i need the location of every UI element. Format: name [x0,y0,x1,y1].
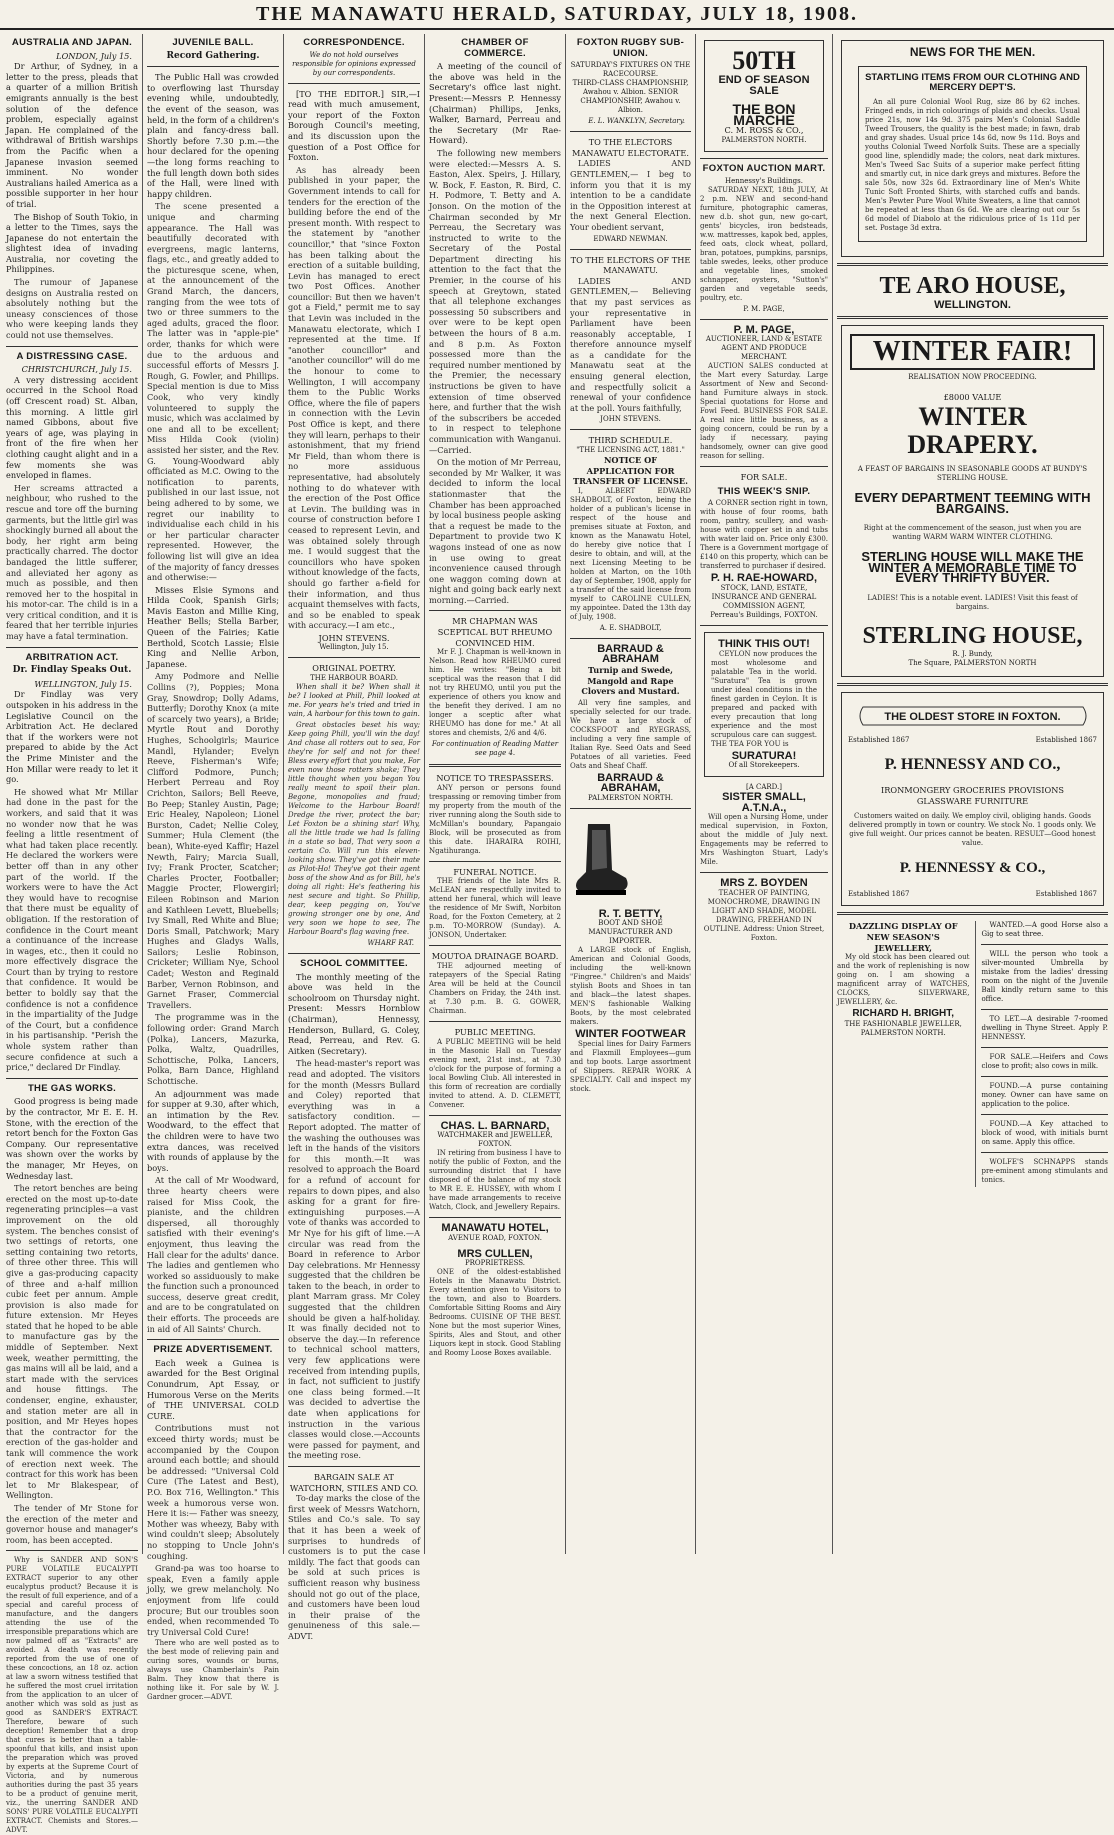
store-name: STERLING HOUSE, [862,622,1083,649]
advertisement-title: BARRAUD & ABRAHAM, [597,771,664,795]
article-text: As has already been published in your paper, the Government intends to call for tenders for the erection of the building before the end of the present month. With respect to the statement by "another councillor," that "since Foxton has been talking about the erection of a suitable building, Levin has managed to erect two Post Offices. Another councillor: But then we haven't got a Field," permit me to say that Levin was included in the Manawatu electorate, which I represented at the time. If "another councillor" and "another councillor" will do me the honour to come to Wellington, I will accompany them to the Public Works Office, where the file of papers in connection with the Levin Post Office is kept, and there they will learn, perhaps to their astonishment, that my friend Mr Field, than whom there is no more assiduous representative, had absolutely nothing to do whatever with the erection of the Post Office at Levin. The building was in course of construction before I ceased to represent Levin, and was obtained solely through me. I would suggest that the councillors who have spoken without knowledge of the facts, should go farther a-field for their information, and thus acquaint themselves with facts, and so be enabled to speak with accuracy.—I am etc., [288,164,420,631]
advertisement-subtitle: WELLINGTON. [934,298,1011,311]
notice-title: NOTICE OF APPLICATION FOR TRANSFER OF LICENSE. [573,455,688,487]
advertisement-title: FOXTON AUCTION MART. [702,162,826,174]
suratura-advertisement [704,632,824,777]
signature: P. M. PAGE, [743,304,785,313]
boot-illustration [570,820,630,900]
signature: EDWARD NEWMAN. [593,234,668,243]
divider [288,1466,420,1467]
advertisement-title: WINTER FAIR! [850,334,1095,370]
article-text: The tender of Mr Stone for the erection of the meter and governor house and manager's room, has been accepted. [6,1502,138,1545]
advertisement-title: NEWS FOR THE MEN. [909,45,1036,59]
divider [981,1076,1108,1077]
divider [570,808,691,809]
article-text: A meeting of the council of the above was held in the Secretary's office last night. Present:—Messrs P. Hennessy (Chairman) Phillips, Jenks, Walker, Barnard, Perreau and the Secretary (Mr Rae-Howard). [429,61,561,146]
classified-ad: FOUND.—A purse containing money. Owner can have same on application to the police. [981,1082,1108,1109]
notice-text: LADIES AND GENTLEMEN,— Believing that my past services as your representative in Parliament have been reasonably acceptable, I therefore announce myself as a candidate for the Manawatu seat at the ensuing general election, and respectfully solicit a renewal of your confidence at the poll. Yours faithfully, [570,275,691,413]
advertisement-subtitle: WATCHMAKER and JEWELLER, FOXTON. [437,1131,553,1149]
store-name: THE BON MARCHE [732,101,796,128]
divider [6,346,138,347]
divider [429,1115,561,1116]
article-text: Dr Findlay was very outspoken in his address in the Legislative Council on the Arbitration Act. He declared that if the workers were not prepared to abide by the Act the Prime Minister and the Hon Millar were ready to let it go. [6,689,138,785]
article-text: At the call of Mr Woodward, three hearty cheers were raised for Miss Cook, the pianiste, and the children dispersed, all thoroughly satisfied with their evening's enjoyment, thus leaving the Hall clear for the adults' dance. The ladies and gentlemen who worked so assiduously to make the function such a pronounced success, deserve great credit, and are to be congratulated on their efforts. The proceeds are in aid of All Saints' Church. [147,1175,279,1334]
signature: A. E. SHADBOLT, [599,623,662,632]
headline-prize-advertisement: PRIZE ADVERTISEMENT. [153,1344,273,1356]
divider [981,1114,1108,1115]
advertisement-text: LADIES! This is a notable event. LADIES! Visit this feast of bargains. [867,593,1078,611]
article-text: The scene presented a unique and charming appearance. The Hall was beautifully decorated with evergreens, magic lanterns, flags, etc., and greatly added to the picturesque scene, when, at the announcement of the Grand March, the dancers, ranging from the wee tots of two or three summers to the aged adults, graced the floor. The latter was in "apple-pie" order, thanks for which were due to the arduous and successful efforts of Messrs J. Rough, G. Fowler, and Phillips. Special mention is due to Miss Cook, who very kindly volunteered to supply the music, which was acclaimed by one and all to be excellent; Miss Hilda Cook (violin) assisted her sister, and the Rev. G. Young-Woodward ably officiated as M.C. Owing to the notification to parents, published in our last issue, not being adhered to by some, we regret our inability to individualise each child in his or her particular character represented. However, the following list will give an idea of the majority of fancy dresses and otherwise:— [147,201,279,583]
store-location: PALMERSTON NORTH. [721,135,807,144]
dateline: LONDON, July 15. [56,50,132,61]
divider [570,429,691,430]
jeweller-advertisement [837,921,969,1187]
divider [6,1550,138,1551]
notice-text: THE adjourned meeting of ratepayers of the Special Rating Area will be held at the Council Chambers on Friday, the 24th inst. at 7.30 p.m. B. G. GOWER, Chairman. [429,962,561,1016]
advertisement-title: THINK THIS OUT! [718,637,810,650]
store-owner: R. J. Bundy, [952,649,993,658]
article-text: [TO THE EDITOR.] SIR,—I read with much amusement, your report of the Foxton Borough Council's meeting, and its discussion upon the question of a Post Office for Foxton. [288,88,420,163]
article-text: The Bishop of South Tokio, in a letter to the Times, says the Japanese do not entertain the slightest idea of invading Australia, nor coveting the Philippines. [6,211,138,275]
headline-school-committee: SCHOOL COMMITTEE. [300,958,408,970]
advertisement-title: TE ARO HOUSE, [879,272,1066,299]
advertisement-text: Customers waited on daily. We employ civil, obliging hands. Goods delivered promptly in town or country. We stock No. 1 goods only. We give full weight. Our prices cannot be beaten. RESULT—Good honest value. [849,812,1096,848]
divider [700,319,828,320]
column-2 [142,34,283,1702]
advertisement-title: WINTER FOOTWEAR [575,1028,686,1041]
classified-ad: FOR SALE.—Heifers and Cows close to profit; also cows in milk. [981,1053,1108,1071]
advertisement-address: Perreau's Buildings, FOXTON. [710,610,818,619]
hennessy-advertisement [841,692,1104,906]
dateline: WELLINGTON, July 15. [34,678,132,689]
sale-number: 50TH [732,46,796,75]
divider [700,466,828,467]
established-line [848,736,1097,745]
divider [147,1339,279,1340]
advertisement-text: ONE of the oldest-established Hotels in the Manawatu District. Every attention given to Visitors to the town, and also to Boarders. Comfortable Sitting Rooms and Airy Bedrooms. CUISINE OF THE BEST. None but the most superior Wines, Spirits, Ales and Stout, and other Liquors kept in stock. Good Stabling and Roomy Loose Boxes available. [429,1268,561,1358]
column-7 [832,34,1112,1554]
divider [288,953,420,954]
classified-ad: WANTED.—A good Horse also a Gig to seat three. [981,921,1108,939]
advertisement-headline: STERLING HOUSE WILL MAKE THE WINTER A MEMORABLE TIME TO EVERY THRIFTY BUYER. [861,549,1084,586]
notice-subtitle: "THE LICENSING ACT, 1881." [576,446,685,455]
column-1 [2,34,142,1835]
poem-title: THE HARBOUR BOARD. [310,674,398,683]
advertisement-subtitle: REALISATION NOW PROCEEDING. [908,373,1037,382]
advertisement-title: MANAWATU HOTEL, [441,1222,549,1235]
dateline: Wellington, July 15. [319,643,389,652]
divider [570,638,691,639]
divider [981,1009,1108,1010]
notice-title: MOUTOA DRAINAGE BOARD. [431,951,559,962]
advertisement-title: P. M. PAGE, [733,323,795,336]
jeweller-subtitle: THE FASHIONABLE JEWELLER, [844,1019,962,1028]
advertisement-subtitle: AVENUE ROAD, FOXTON. [448,1233,542,1242]
advertisement-subtitle: STARTLING ITEMS FROM OUR CLOTHING AND MERCERY DEPT'S. [865,71,1080,94]
article-text: The retort benches are being erected on the most up-to-date regenerating principles—a vast improvement on the old system. The benches consist of two settings of retorts, one setting containing two retorts, of three other three. This will give a gas-producing capacity of three and a-half million cubic feet per annum. Ample provision is also made for future extension. Mr Heyes stated that he hoped to be able to manufacture gas by the middle of September. Next week, weather permitting, the gas mains will all be laid, and a start made with the services and house fittings. The condenser, engine, exhauster, and station meter are all in position, and Mr Heyes hopes that the contractor for the erection of the gas-holder and tank will commence the work of erection next week. The contract for this work has been let to Mr Blakespear, of Wellington. [6,1183,138,1501]
tea-brand: SURATURA! [731,749,797,762]
headline-arbitration-act: ARBITRATION ACT. [25,651,119,663]
article-text: Good progress is being made by the contractor, Mr E. E. H. Stone, with the erection of the retort bench for the Foxton Gas Company. Our representative was shown over the works by the manager, Mr Heyes, on Wednesday last. [6,1096,138,1181]
advertisement-text: All very fine samples, and specially selected for our trade. We have a large stock of COCKSFOOT and RYEGRASS, including a very fine sample of Italian Rye. Seed Oats and Seed Potatoes of all varieties. Feed Oats and Sheaf Chaff. [570,698,691,770]
advertisement-text: Mr F. J. Chapman is well-known in Nelson. Read how RHEUMO cured him. He writes: "Being a bit sceptical was the reason that I did not try RHEUMO, until you put the experience of others you know and the benefit they derived. I am no longer a sceptic after what RHEUMO has done for me." At all stores and chemists, 2/6 and 4/6. [429,648,561,738]
established-text: Established 1867 [1035,890,1097,899]
subheadline: Record Gathering. [166,50,260,61]
notice-title: TO THE ELECTORS MANAWATU ELECTORATE. [572,137,689,158]
divider [837,912,1108,915]
advertisement-title: CHAS. L. BARNARD, [440,1119,550,1132]
advertisement-title: BARRAUD & ABRAHAM [597,642,664,666]
jeweller-name: RICHARD H. BRIGHT, [852,1008,955,1020]
advertisement-subtitle: PALMERSTON NORTH. [588,793,673,802]
advertisement-text: A CORNER section right in town, with house of four rooms, bath room, pantry, scullery, and wash-house with copper set in and tubs with water laid on. Price only £300. There is a Government mortgage of £140 on this property, which can be transferred to purchaser if desired. [700,499,828,571]
article-text: A very distressing accident occurred in the School Road (off Crescent road) St. Alban, this morning. A little girl named Gibbons, about five years of age, was playing in front of the fire when her clothing caught alight and in a few moments she was enveloped in flames. [6,374,138,481]
advertisement-text: TEACHER OF PAINTING, MONOCHROME, DRAWING IN LIGHT AND SHADE, MODEL DRAWING, FREEHAND IN OUTLINE. Address: Union Street, Foxton. [703,888,825,942]
store-name: P. HENNESSY AND CO., [884,756,1061,774]
sterling-house-advertisement [841,325,1104,677]
advertisement-headline: MR CHAPMAN WAS SCEPTICAL BUT RHEUMO CONVINCED HIM. [437,616,553,648]
subheadline: Dr. Findlay Speaks Out. [12,665,132,676]
article-text: He showed what Mr Millar had done in the past for the workers, and said that it was no wonder now that he was feeling a little resentment of what had taken place recently. He declared the workers were better off than in any other part of the world. If the workers were to have the Act they would have to recognise that there must be equality of obligation. If the restoration of confidence in the Court meant a continuance of the increase in wages, etc., then it could no more effectively disgrace the Court than by trying to restore that confidence. It would be better to boldly say that the confidence is not a confidence in the impartiality of the Judge of the Court, but a confidence in his partisanship. "Perish the whole system rather than secure confidence at such a price," declared Dr Findlay. [6,786,138,1073]
advertisement-text: A LARGE stock of English, American and Colonial Goods, including the well-known "Fingree." Children's and Maids' stylish Boots and Shoes in tan and black—the latest shapes. MEN'S fashionable Walking Boots, by the most celebrated makers. [570,946,691,1027]
advertisement-text: Why is SANDER AND SON'S PURE VOLATILE EUCALYPTI EXTRACT superior to any other eucalyptus product? Because it is the result of full experience, and of a special and careful process of manufacture, and the dangers attending the use of the irresponsible preparations which are now palmed off as "Extracts" are avoided. A death was recently reported from the use of one of these concoctions, an 18 oz. action at law a sworn witness testified that he suffered the most cruel irritation from the application to an ulcer of another which was sold as just as good as SANDER'S EXTRACT. Therefore, beware of such deception! Remember that a drop that cures is better than a table-spoonful that kills, and insist upon the preparation which was proved by experts at the Supreme Court of Victoria, and by numerous authorities during the past 35 years to be a product of genuine merit, viz., the unerring SANDER AND SONS' PURE VOLATILE EUCALYPTI EXTRACT. Chemists and Stores.—ADVT. [6,1556,138,1835]
masthead [0,0,1114,30]
advertisement-subtitle: SATURDAY'S FIXTURES ON THE RACECOURSE. [570,61,691,79]
advertisement-headline: EVERY DEPARTMENT TEEMING WITH BARGAINS. [854,489,1091,516]
article-text: The programme was in the following order: Grand March (Polka), Lancers, Mazurka, Polka, Waltz, Quadrilles, Schottische, Polka, Lancers, Polka, Barn Dance, Highland Schottische. [147,1012,279,1086]
headline-australia-japan: AUSTRALIA AND JAPAN. [11,37,133,48]
advertisement-text: There who are well posted as to the best mode of relieving pain and curing sores, wounds or burns, always use Chamberlain's Pain Balm. They know that there is nothing like it. For sale by W. J. Gardner grocer.—ADVT. [147,1639,279,1702]
departments: IRONMONGERY GROCERIES PROVISIONS GLASSWARE FURNITURE [881,785,1064,806]
advertisement-text: AUCTION SALES conducted at the Mart every Saturday. Large Assortment of New and Second-hand Furniture always in stock. Special quotations for Horse and Fowl Feed. BUSINESS FOR SALE. A real nice little business, as a going concern, could be run by a lady if necessary, paying handsomely, owner can give good reason for selling. [700,362,828,461]
signature: E. L. WANKLYN, Secretary. [588,117,685,126]
article-text: An adjournment was made for supper at 9.30, after which, an intimation by the Rev. Woodward, to the effect that the children were to have two extra dances, was received with rounds of applause by the boys. [147,1088,279,1173]
continuation-note: For continuation of Reading Matter see page 4. [431,740,559,758]
notice-text: A PUBLIC MEETING will be held in the Masonic Hall on Tuesday evening next, 21st inst., at 7.30 o'clock for the purpose of forming a local Bowling Club. All interested in this form of recreation are cordially invited to attend. A. D. CLEMETT, Convener. [429,1037,561,1109]
classified-ad: TO LET.—A desirable 7-roomed dwelling in Thyne Street. Apply P. HENNESSY. [981,1015,1108,1042]
divider [981,1047,1108,1048]
te-aro-advertisement [841,40,1104,257]
divider [700,158,828,159]
newspaper-title: THE MANAWATU HERALD, SATURDAY, JULY 18, 1908. [256,3,858,25]
column-6 [695,34,832,1554]
store-name: P. HENNESSY & CO., [899,860,1046,877]
divider [837,316,1108,319]
notice-title: NOTICE TO TRESPASSERS. [436,773,554,784]
advertisement-text: To-day marks the close of the first week of Messrs Watchorn, Stiles and Co.'s sale. To say that it has been a week of surprises to hundreds of customers is to put the case mildly. The fact that goods can be sold at such prices is sufficient reason why business should not go out of the place, and customers have been loud in their praise of the genuineness of this sale.—ADVT. [288,1493,420,1641]
advertisement-text: IN retiring from business I have to notify the public of Foxton, and the surrounding district that I have disposed of the balance of my stock to MR E. E. HUSSEY, with whom I have made arrangements to receive Watch, Clock, and Jewellery Repairs. [429,1149,561,1212]
headline-gas-works: THE GAS WORKS. [27,1082,117,1094]
notice-text: LADIES AND GENTLEMEN,— I beg to inform you that it is my intention to be a candidate in the Opposition interest at the next General Election. Your obedient servant, [570,158,691,232]
divider [288,83,420,84]
dateline: CHRISTCHURCH, July 15. [21,364,132,375]
advertisement-subtitle: PROPRIETRESS. [464,1259,526,1268]
divider [429,1021,561,1022]
divider [837,683,1108,686]
established-text: Established 1867 [1035,736,1097,745]
notice-title: FUNERAL NOTICE. [453,866,537,877]
established-text: Established 1867 [848,736,910,745]
column-5 [565,34,695,1554]
classifieds [975,921,1108,1187]
poem-text: Great obstacles beset his way; Keep going Phill, you'll win the day! And chase all rotters out to sea, For they're for self and not for thee! Bless every effort that you make, For even now those rotters shake; They little thought when you began You really meant to spoil their plan. Begone, monopolies and fraud; Welcome to the Harbour Board! Dredge the river, protect the bar; Let Foxton be a shining star! Why, all the little trade we had Is falling in a state so bad, That very soon a certain Co. Will run this eleven-looking show. They've got their mate as Pilot-Ho! They've got their agent boss of the show And as for Bill, he's doing all right: He's feathering his nest secure and tight. So Phillip, dear, keep pegging on, You've growing stronger one by one, And very soon we hope to see, The Harbour Board's flag waving free. [288,721,420,937]
notice-text: THE friends of the late Mrs R. McLEAN are respectfully invited to attend her funeral, which will leave the residence of Mr Swift, Norbiton Road, for the Foxton Cemetery, at 2 p.m. TO-MORROW (Sunday). A. JONSON, Undertaker. [429,877,561,940]
article-text: Each week a Guinea is awarded for the Best Original Conundrum, Apt Essay, or Humorous Verse on the Merits of THE UNIVERSAL COLD CURE. [147,1357,279,1421]
classified-ad: WILL the person who took a silver-mounted Umbrella by mistake from the ladies' dressing room on the night of the Juvenile Ball kindly return same to this office. [981,950,1108,1004]
section-title: ORIGINAL POETRY. [312,663,396,674]
signature: JOHN STEVENS. [600,415,661,424]
advertisement-headline: WINTER DRAPERY. [907,401,1038,459]
advertisement-text: Right at the commencement of the season, just when you are wanting WARM WARM WINTER CLOTHING. [863,524,1082,542]
advertisement-title: THIS WEEK'S SNIP. [717,485,811,497]
divider [700,625,828,626]
advertisement-text: My old stock has been cleared out and the work of replenishing is now going on. I am showing a magnificent array of WATCHES, CLOCKS, SILVERWARE, JEWELLERY, &c. [837,953,970,1007]
advertisement-text: Of all Storekeepers. [728,761,800,770]
divider [429,764,561,767]
notice-title: TO THE ELECTORS OF THE MANAWATU. [570,254,691,276]
divider [147,66,279,67]
card-label: [A CARD.] [745,783,782,792]
advertisement-title: DAZZLING DISPLAY OF NEW SEASON'S JEWELLERY, [848,921,958,953]
column-3 [283,34,424,1641]
article-text: Dr Arthur, of Sydney, in a letter to the press, pleads that a quarter of a million British emigrants annually is the best solution of the defence problem, especially against Japan. He complained of the withdrawal of British warships from the Pacific when a Japanese invasion seemed imminent. No wonder Australians hailed America as a possible supporter in her hour of trial. [6,61,138,209]
signature: JOHN STEVENS. [318,632,390,643]
editorial-note: We do not hold ourselves responsible for opinions expressed by our correspondents. [292,50,416,77]
article-text: The monthly meeting of the above was held in the schoolroom on Thursday night. Present: Messrs Hornblow (Chairman), Hennessy, Henderson, Bullard, G. Coley, Read, Perreau, and Rev. G. Aitken (Secretary). [288,971,420,1056]
article-text: The following new members were elected:—Messrs A. S. Easton, Alex. Speirs, J. Hillary, W. Bock, F. Easton, R. Bird, C. H. Podmore, T. Betty and A. Jonson. On the motion of the Chairman seconded by Mr Perreau, the Secretary was instructed to write to the Secretary of the Postal Department directing his attention to the fact that the Premier, in the course of his speech at Greytown, stated that all telephone exchanges possessing 50 subscribers and over were to be kept open between the hours of 8 a.m. and 8 p.m. As Foxton possessed more than the required number mentioned by the Premier, the necessary instructions be given to have extension of time observed here, and further that the wish of the subscribers be acceded to in respect to telephone communication with Wanganui.—Carried. [429,147,561,455]
notice-text: I, ALBERT EDWARD SHADBOLT, of Foxton, being the holder of a publican's license in respect of the house and premises situate at Foxton, and known as the Manawatu Hotel, do hereby give notice that I desire to obtain, and will, at the next Licensing Meeting to be holden at Marton, on the 10th day of September, 1908, apply for a transfer of the said license from myself to CAROLINE CULLEN, my appointee. Dated the 13th day of July, 1908. [570,486,691,621]
article-text: Grand-pa was too hoarse to speak, Even a family apple jolly, we grew melancholy. No enjoyment from life could procure; But our troubles soon ended, when recommended To try Universal Cold Cure! [147,1563,279,1637]
divider [981,1152,1108,1153]
advertisement-title: BARGAIN SALE AT WATCHORN, STILES AND CO. [289,1471,419,1493]
column-4 [424,34,565,1554]
divider [837,263,1108,266]
advertisement-title: P. H. RAE-HOWARD, [710,572,818,585]
headline-juvenile-ball: JUVENILE BALL. [172,37,254,48]
advertisement-text: Special lines for Dairy Farmers and Flaxmill Employees—gum and top boots. Large assortment of Slippers. REPAIR WORK A SPECIALTY. Call and inspect my stock. [570,1039,691,1093]
divider [570,249,691,250]
section-title: FOR SALE. [740,472,788,483]
advertisement-text: CEYLON now produces the most wholesome and palatable Tea in the world. "Suratura" Tea is grown under ideal conditions in the finest garden in Ceylon. It is prepared and packed with every precaution that long experience and the most scrupulous care can suggest. THE TEA FOR YOU is [711,649,817,748]
advertisement-title: R. T. BETTY, [598,907,663,920]
article-text: Misses Elsie Symons and Hilda Cook, Spanish Girls; Mavis Easton and Millie King, Heather Bells; Stella Barber, Queen of the Fairies; Katie Berthold, Scotch Lassie; Elsie King and Nellie Arbon, Japanese. [147,584,279,669]
article-text: Her screams attracted a neighbour, who rushed to the rescue and tore off the burning garments, but the little girl was shockingly burned all about the body, her right arm being practically charred. The doctor bandaged the little sufferer, and alleviated her agony as much as possible, and then removed her to the hospital in his motor-car. The child is in a very critical condition, and it is feared that her terrible injuries may have a fatal termination. [6,482,139,642]
article-text: The head-master's report was read and adopted. The visitors for the month (Messrs Bullard and Coley) reported that everything was in a satisfactory condition. — Report adopted. The matter of the washing the outhouses was left in the hands of the visitors for this month.—It was resolved to approach the Board for a refund of account for repairs to down pipes, and also asking for a grant for fire-extinguishing purposes.—A vote of thanks was accorded to Mr Nye for his gift of lime.—A circular was read from the Board in reference to Arbor Day celebrations. Mr Hennessy suggested that the children be taken to the beach, in order to plant Marram grass. Mr Coley suggested that the children should be given a half-holiday. It was finally decided not to observe the day.—In reference to technical school matters, very few applications were received from intending pupils, in fact, not sufficient to justify one class being formed.—It was decided to advertise the date when applications for instruction in the various classes would close.—Accounts were passed for payment, and the meeting rose. [288,1058,420,1461]
store-owner: C. M. ROSS & CO., [724,125,804,136]
classified-ad: FOUND.—A Key attached to block of wood, with initials burnt on same. Apply this office. [981,1120,1108,1147]
advertisement-text: Turnip and Swede, Mangold and Rape Clovers and Mustard. [581,665,680,697]
article-text: The Public Hall was crowded to overflowing last Thursday evening while, undoubtedly, the event of the season, was held, in the form of a children's plain and fancy-dress ball. Shortly before 7.30 p.m.—the hour declared for the opening—the long forms reaching to the full length down both sides of the Hall, were lined with happy children. [147,72,279,199]
divider [981,944,1108,945]
poem-author: WHARF RAT. [367,939,414,948]
notice-title: PUBLIC MEETING. [454,1027,536,1038]
clothing-box [858,66,1087,242]
divider [429,1217,561,1218]
advertisement-text: A FEAST OF BARGAINS IN SEASONABLE GOODS AT BUNDY'S STERLING HOUSE. [857,464,1088,482]
store-address: The Square, PALMERSTON NORTH [908,658,1037,667]
divider [6,1078,138,1079]
advertisement-title: END OF SEASON SALE [718,74,810,97]
advertisement-title: MRS CULLEN, [457,1247,533,1260]
advertisement-title: SISTER SMALL, A.T.N.A., [722,791,806,814]
advertisement-title: THE OLDEST STORE IN FOXTON. [884,710,1061,723]
divider [6,647,138,648]
advertisement-subtitle: Hennessy's Buildings. [725,176,803,185]
advertisement-text: An all pure Colonial Wool Rug, size 86 by 62 inches. Fringed ends, in rich colourings of plaids and checks. Usual price 21s, now 14s 9d. 375 pairs Men's Colonial Saddle Tweed Trousers, the quality is the best made; in fawn, drab and gray shades. Usual price 14s 6d, now 9s 11d. Boys and youths Colonial Tweed Norfolk Suits. These are a specially good line, splendidly made; the colors, neat dark mixtures. Men's Tweed Sac Suits of a superior make perfect fitting and smartly cut, in nice dark greys and mixtures. Before the sale 50s, now 32s 6d. Extraordinary line of Men's White Tunic Soft Fronted Shirts, with starched cuffs and bands. Men's Pewter Pure Wool White Sweaters, a line that cannot be repeated at less than 6s 6d. We are clearing out our 5s 6d model of Diabolo at the ridiculous price of 1s 11d per set. Postage 3d extra. [865,97,1080,232]
divider [429,861,561,862]
established-text: Established 1867 [848,890,910,899]
classified-ad: WOLFE'S SCHNAPPS stands pre-eminent among stimulants and tonics. [981,1158,1108,1185]
advertisement-title: FOXTON RUGBY SUB-UNION. [576,37,685,59]
article-text: The rumour of Japanese designs on Australia rested on absolutely nothing but the uneasy consciences of those who were keeping lands they could not use themselves. [6,277,138,341]
established-line [848,890,1097,899]
divider [570,131,691,132]
article-text: Contributions must not exceed thirty words; must be accompanied by the Coupon around each bottle; and should be addressed: "Universal Cold Cure (The Latest and Best), P.O. Box 716, Wellington." This week a humorous verse won. Here it is:— Father was sneezy, Mother was wheezy, Baby with wind couldn't sleep; Absolutely no stopping to Uncle John's coughing. [147,1423,279,1561]
notice-text: ANY person or persons found trespassing or removing timber from my property from the mouth of the river running along the South side to McMillan's boundary, Papangaio Block, will be prosecuted as from this date. IHARAIRA ROIHI, Ngatihuranga. [429,783,561,855]
headline-correspondence: CORRESPONDENCE. [303,37,405,48]
headline-chamber-of-commerce: CHAMBER OF COMMERCE. [461,37,529,59]
divider [429,610,561,611]
advertisement-subtitle: AUCTIONEER, LAND & ESTATE AGENT AND PRODUCE MERCHANT. [705,335,823,362]
bon-marche-advertisement [704,40,824,152]
advertisement-text: SATURDAY NEXT, 18th JULY, At 2 p.m. NEW and second-hand furniture, photographic cameras, new d.b. shot gun, new go-cart, gents' bicycles, iron bedsteads, w.w. mattresses, kapok bed, apples, feed oats, clock wheat, pollard, bran, potatoes, pumpkins, parsnips, table swedes, leeks, other produce and vegetable lines, smoked schnapper, oysters, "Sutton's" garden and vegetable seeds, poultry, etc. [700,185,828,302]
divider [700,872,828,873]
advertisement-subtitle: STOCK, LAND, ESTATE, INSURANCE AND GENERAL COMMISSION AGENT, [711,583,817,610]
jeweller-location: PALMERSTON NORTH. [860,1028,946,1037]
headline-distressing-case: A DISTRESSING CASE. [16,350,128,362]
advertisement-value: £8000 VALUE [943,392,1002,403]
poem-text: When shall it be? When shall it be? I looked at Phill, Phill looked at me. For years he's tried and tried in vain, A harbour for this town to gain. [288,683,420,719]
advertisement-text: Will open a Nursing Home, under medical supervision, in Foxton, about the middle of July next. Engagements may be referred to Mrs Washington Stuart, Lady's Mile. [700,813,828,867]
advertisement-title: MRS Z. BOYDEN [720,877,808,890]
notice-title: THIRD SCHEDULE. [588,435,673,446]
fixtures-text: THIRD-CLASS CHAMPIONSHIP, Awahou v. Albion. SENIOR CHAMPIONSHIP, Awahou v. Albion. [572,79,689,115]
divider [429,945,561,946]
advertisement-subtitle: BOOT AND SHOE MANUFACTURER AND IMPORTER. [588,919,673,946]
divider [288,657,420,658]
article-text: On the motion of Mr Perreau, seconded by Mr Walker, it was decided to inform the local stationmaster that the Chamber has been approached by local business people asking that a request be made to the Department to provide two K wagons instead of one as now in use owing to great inconvenience caused through one waggon coming down at night and going back early next morning.—Carried. [429,457,561,605]
bottom-section [837,921,1108,1187]
article-text: Amy Podmore and Nellie Collins (?), Poppies; Mona Gray, Snowdrop; Dolly Adams, Butterfly; Dorothy Knox (a mite of scarcely two years), a Bride; Myrtle Rout and Dorothy Hughes, Schoolgirls; Maurice Mandl, Hylander; Evelyn Reeve, Fisherman's Wife; Clifford Podmore, Punch; Herbert Perreau and Roy Crichton, Sailors; Bell Reeve, Bo Peep; Stanley Austin, Page; Eric Healey, Napoleon; Lionel Burston, Cadet; Nellie Coley, Summer; Hula Clement (the bean), White-eyed Kaffir; Hazel Newth, Fairy; Marcia Suall, Ivy; Frank Procter, Scatcher; Charles Procter, Footballer; Maggie Procter, Flowergirl; Eileen Robinson and Marion and Kathleen Levett, Bluebells; Ivy Small, Red White and Blue; Doris Small, Patchwork; Mary Hughes and Gladys Walls, Sailors; Leslie Robinson, Cricketer; William Nye, School Cadet; Weston and Reginald Barber, Vernon Robinson, and Garnet Fraser, Commercial Travellers. [147,671,279,1010]
